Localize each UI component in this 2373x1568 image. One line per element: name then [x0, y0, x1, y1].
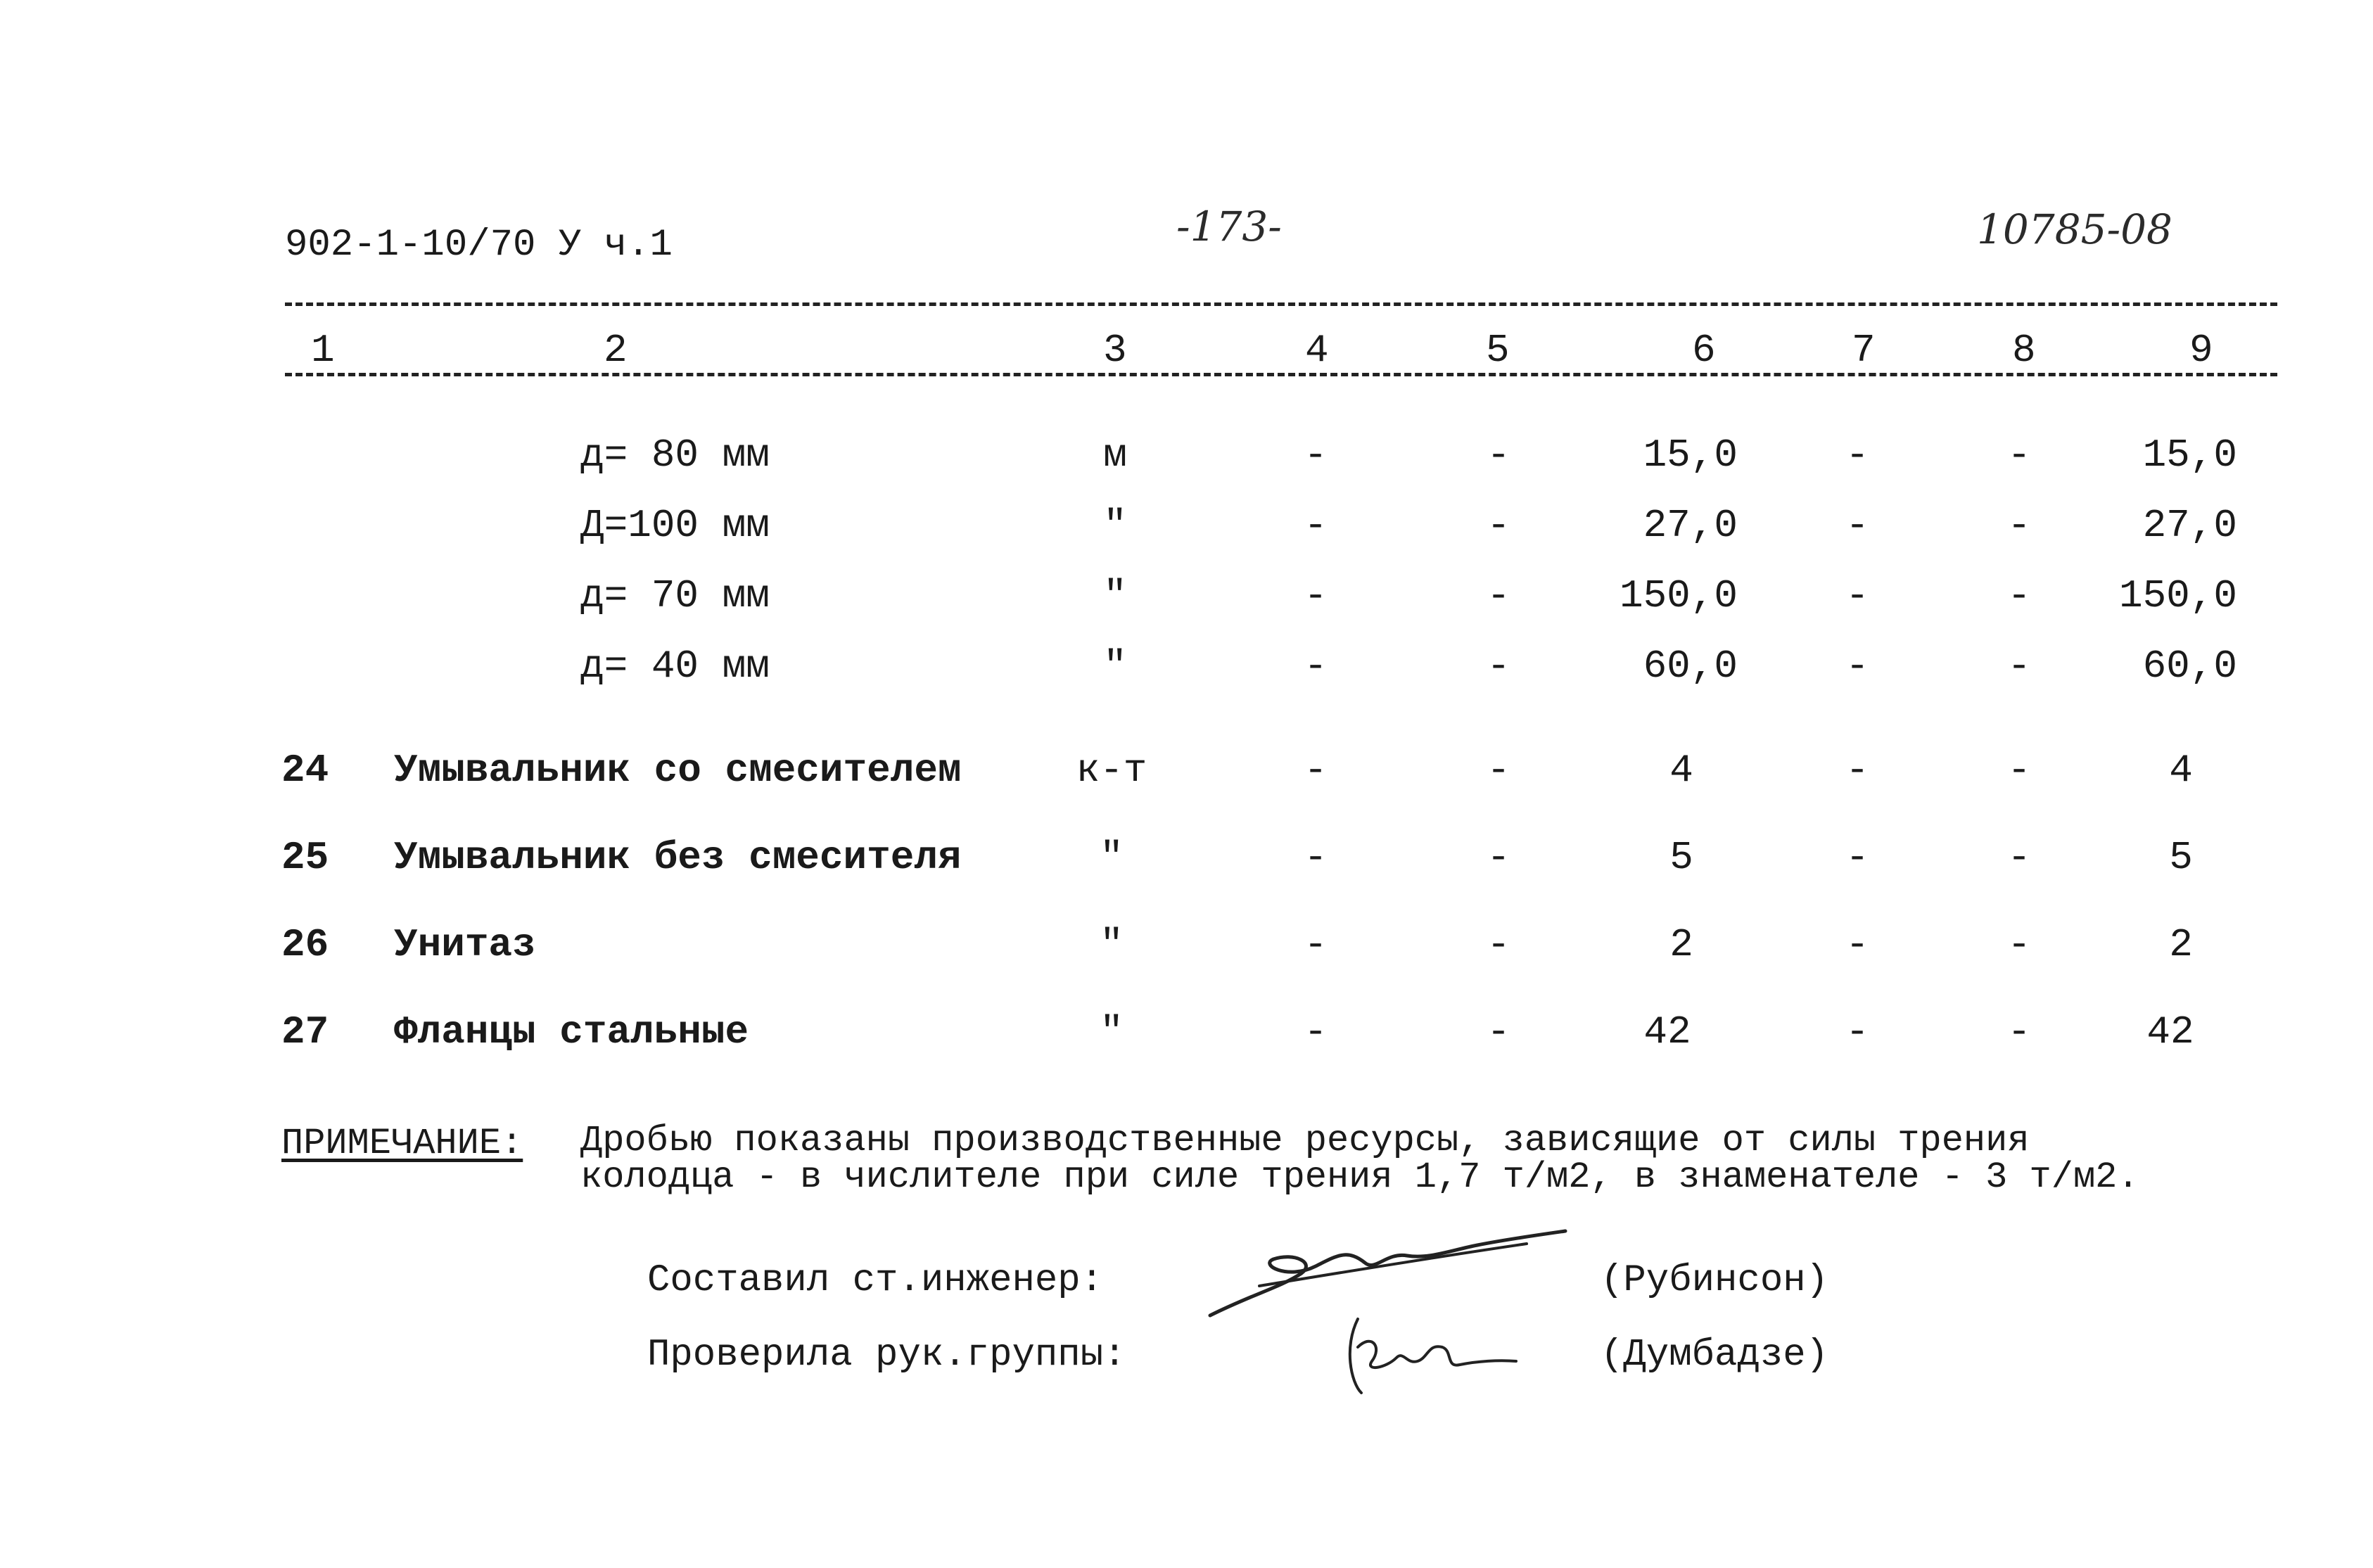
item-name: Унитаз — [394, 922, 536, 967]
checked-by-label: Проверила рук.группы: — [647, 1334, 1126, 1377]
col5-cell: - — [1487, 748, 1510, 793]
compiled-by-label: Составил ст.инженер: — [647, 1259, 1104, 1302]
note-label: ПРИМЕЧАНИЕ: — [281, 1123, 523, 1164]
col7-cell: - — [1845, 922, 1869, 967]
col4-cell: - — [1304, 922, 1328, 967]
unit-cell: " — [1100, 835, 1124, 880]
col9-cell: 4 — [2169, 748, 2193, 793]
pipe-diameter: Д=100 мм — [580, 503, 770, 548]
item-name: Фланцы стальные — [394, 1009, 749, 1054]
col4-cell: - — [1304, 748, 1328, 793]
col5-cell: - — [1487, 433, 1510, 478]
item-number: 26 — [281, 922, 329, 967]
col5-cell: - — [1487, 835, 1510, 880]
col6-cell: 27,0 — [1643, 503, 1738, 548]
col4-cell: - — [1304, 1009, 1328, 1054]
pipe-diameter: д= 70 мм — [580, 573, 770, 618]
col7-cell: - — [1845, 1009, 1869, 1054]
col9-cell: 60,0 — [2142, 644, 2237, 689]
column-number: 9 — [2189, 328, 2213, 373]
unit-cell: " — [1103, 503, 1127, 548]
column-number: 1 — [311, 328, 335, 373]
col6-cell: 2 — [1669, 922, 1693, 967]
item-number: 25 — [281, 835, 329, 880]
column-number: 5 — [1486, 328, 1510, 373]
page-number: -173- — [1176, 203, 1282, 250]
item-name: Умывальник без смесителя — [394, 835, 962, 880]
col7-cell: - — [1845, 644, 1869, 689]
col7-cell: - — [1845, 433, 1869, 478]
col9-cell: 15,0 — [2142, 433, 2237, 478]
unit-cell: " — [1100, 1009, 1124, 1054]
col4-cell: - — [1304, 644, 1328, 689]
pipe-diameter: д= 40 мм — [580, 644, 770, 689]
checked-by-name: (Думбадзе) — [1601, 1334, 1829, 1377]
note-line-1: Дробью показаны производственные ресурсы, зависящие от силы трения — [580, 1120, 2030, 1161]
col4-cell: - — [1304, 433, 1328, 478]
pipe-diameter: д= 80 мм — [580, 433, 770, 478]
col6-cell: 60,0 — [1643, 644, 1738, 689]
column-numbers-rule — [285, 373, 2277, 376]
note-line-2: колодца - в числителе при силе трения 1,7 т/м2, в знаменателе - 3 т/м2. — [580, 1156, 2139, 1198]
col6-cell: 4 — [1669, 748, 1693, 793]
top-dashed-rule — [285, 302, 2277, 306]
column-number: 8 — [2012, 328, 2036, 373]
col8-cell: - — [2007, 433, 2031, 478]
column-number: 6 — [1692, 328, 1716, 373]
col8-cell: - — [2007, 1009, 2031, 1054]
unit-cell: м — [1103, 433, 1127, 478]
col4-cell: - — [1304, 573, 1328, 618]
col4-cell: - — [1304, 503, 1328, 548]
signature-dumbadze-icon — [1330, 1305, 1527, 1403]
unit-cell: к-т — [1076, 748, 1147, 793]
col6-cell: 5 — [1669, 835, 1693, 880]
col9-cell: 150,0 — [2118, 573, 2237, 618]
col9-cell: 2 — [2169, 922, 2193, 967]
col5-cell: - — [1487, 503, 1510, 548]
col8-cell: - — [2007, 573, 2031, 618]
col5-cell: - — [1487, 1009, 1510, 1054]
col8-cell: - — [2007, 644, 2031, 689]
col8-cell: - — [2007, 748, 2031, 793]
col5-cell: - — [1487, 922, 1510, 967]
col7-cell: - — [1845, 748, 1869, 793]
compiled-by-name: (Рубинсон) — [1601, 1259, 1829, 1302]
col8-cell: - — [2007, 922, 2031, 967]
item-number: 27 — [281, 1009, 329, 1054]
col6-cell: 15,0 — [1643, 433, 1738, 478]
col7-cell: - — [1845, 503, 1869, 548]
col9-cell: 27,0 — [2142, 503, 2237, 548]
col6-cell: 42 — [1643, 1009, 1691, 1054]
item-name: Умывальник со смесителем — [394, 748, 962, 793]
col8-cell: - — [2007, 503, 2031, 548]
unit-cell: " — [1103, 644, 1127, 689]
col5-cell: - — [1487, 573, 1510, 618]
column-number: 2 — [604, 328, 628, 373]
item-number: 24 — [281, 748, 329, 793]
unit-cell: " — [1100, 922, 1124, 967]
document-code: 902-1-10/70 У ч.1 — [285, 224, 673, 267]
col7-cell: - — [1845, 573, 1869, 618]
col7-cell: - — [1845, 835, 1869, 880]
col4-cell: - — [1304, 835, 1328, 880]
col5-cell: - — [1487, 644, 1510, 689]
column-number: 3 — [1103, 328, 1127, 373]
col9-cell: 5 — [2169, 835, 2193, 880]
col6-cell: 150,0 — [1619, 573, 1738, 618]
col8-cell: - — [2007, 835, 2031, 880]
archive-number: 10785-08 — [1977, 205, 2172, 253]
column-number: 4 — [1305, 328, 1329, 373]
col9-cell: 42 — [2146, 1009, 2194, 1054]
unit-cell: " — [1103, 573, 1127, 618]
column-number: 7 — [1852, 328, 1876, 373]
